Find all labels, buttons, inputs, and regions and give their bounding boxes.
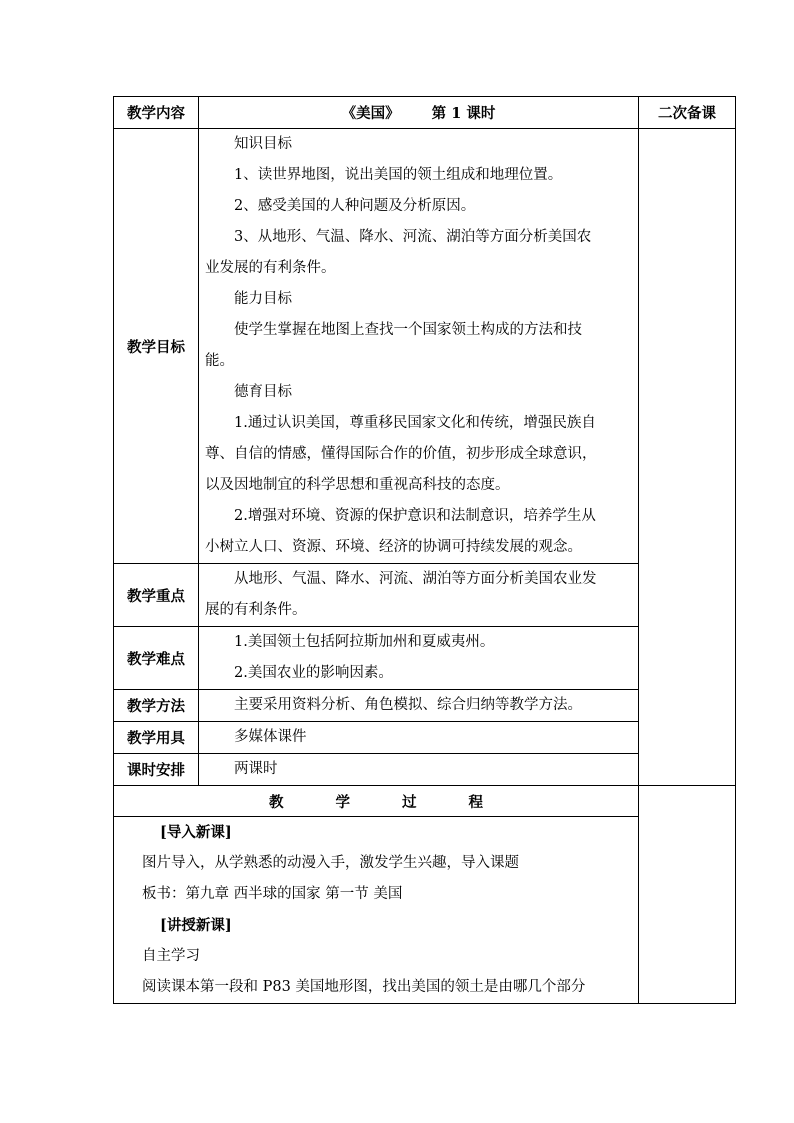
process-title-char: 学 (335, 793, 350, 811)
process-line: 图片导入，从学熟悉的动漫入手，激发学生兴趣，导入课题 (142, 855, 519, 871)
objective-line: 2.增强对环境、资源的保护意识和法制意识，培养学生从 (234, 508, 596, 524)
objective-line: 能。 (205, 353, 234, 369)
objective-line: 小树立人口、资源、环境、经济的协调可持续发展的观念。 (205, 539, 582, 555)
lesson-title (199, 97, 639, 129)
method-label: 教学方法 (114, 690, 199, 722)
schedule-label: 课时安排 (114, 754, 199, 786)
objective-line: 1.通过认识美国，尊重移民国家文化和传统，增强民族自 (234, 415, 596, 431)
objectives-label: 教学目标 (114, 129, 199, 564)
tools-content (199, 722, 639, 754)
process-title-char: 教 (269, 793, 284, 811)
key-point-line: 从地形、气温、降水、河流、湖泊等方面分析美国农业发 (234, 571, 597, 587)
objective-line: 3、从地形、气温、降水、河流、湖泊等方面分析美国农 (234, 229, 592, 245)
tools-text: 多媒体课件 (234, 729, 307, 745)
process-line: 阅读课本第一段和 P83 美国地形图，找出美国的领土是由哪几个部分 (142, 979, 586, 995)
objectives-content (199, 129, 639, 564)
difficulties-content (199, 627, 639, 690)
process-title-char: 程 (468, 793, 483, 811)
process-title-char: 过 (402, 793, 417, 811)
tools-label: 教学用具 (114, 722, 199, 754)
second-prep-cell (639, 129, 736, 786)
objective-line: 知识目标 (234, 136, 292, 152)
objective-line: 2、感受美国的人种问题及分析原因。 (234, 198, 476, 214)
difficulties-label: 教学难点 (114, 627, 199, 690)
process-title (114, 786, 639, 817)
lesson-name: 《美国》 (341, 105, 400, 122)
lesson-session: 第 1 课时 (431, 105, 496, 122)
section-heading: [讲授新课] (160, 917, 232, 934)
objective-line: 德育目标 (234, 384, 292, 400)
header-row (114, 97, 736, 129)
process-line: 自主学习 (142, 948, 200, 964)
objective-line: 使学生掌握在地图上查找一个国家领土构成的方法和技 (234, 322, 582, 338)
section-heading: [导入新课] (160, 824, 232, 841)
lesson-plan-table (113, 96, 736, 1004)
objective-line: 业发展的有利条件。 (205, 260, 336, 276)
key-points-content (199, 564, 639, 627)
key-points-label: 教学重点 (114, 564, 199, 627)
second-prep-process-cell (639, 786, 736, 1004)
schedule-text: 两课时 (234, 761, 278, 777)
objective-line: 尊、自信的情感，懂得国际合作的价值，初步形成全球意识， (205, 446, 597, 462)
process-body (114, 817, 639, 1004)
objective-line: 1、读世界地图，说出美国的领土组成和地理位置。 (234, 167, 563, 183)
key-point-line: 展的有利条件。 (205, 602, 307, 618)
second-prep-label: 二次备课 (639, 97, 736, 129)
difficulty-line: 1.美国领土包括阿拉斯加州和夏威夷州。 (234, 634, 495, 650)
method-content (199, 690, 639, 722)
objectives-row (114, 129, 736, 564)
schedule-content (199, 754, 639, 786)
objective-line: 能力目标 (234, 291, 292, 307)
process-title-row (114, 786, 736, 817)
difficulty-line: 2.美国农业的影响因素。 (234, 665, 393, 681)
process-line: 板书：第九章 西半球的国家 第一节 美国 (142, 886, 403, 902)
objective-line: 以及因地制宜的科学思想和重视高科技的态度。 (205, 477, 510, 493)
header-content-label: 教学内容 (114, 97, 199, 129)
method-text: 主要采用资料分析、角色模拟、综合归纳等教学方法。 (234, 697, 582, 713)
